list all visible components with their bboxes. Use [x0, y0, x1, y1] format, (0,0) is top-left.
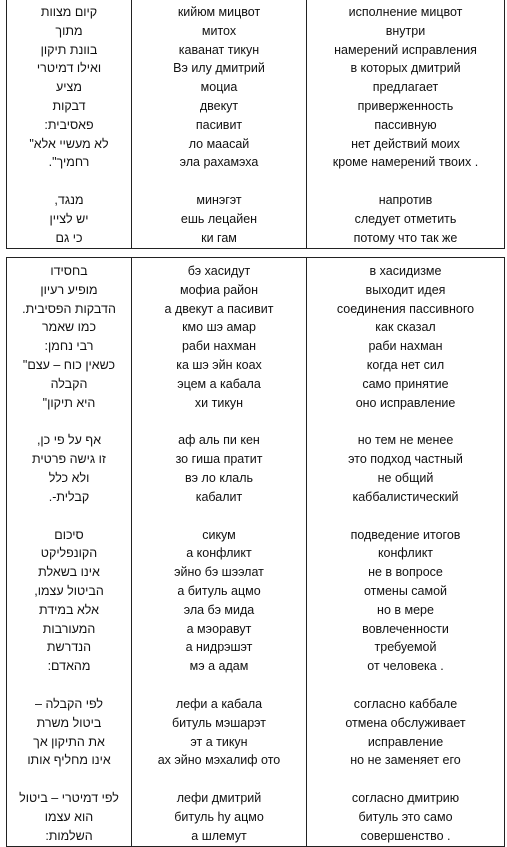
transliteration-line: Вэ илу дмитрий — [173, 61, 265, 76]
group-spacer — [132, 770, 306, 789]
russian-line: но тем не менее — [357, 433, 454, 448]
transliteration-line: минэгэт — [196, 193, 242, 208]
transliteration-line: эла бэ мида — [183, 602, 255, 617]
hebrew-line: היא תיקון" — [42, 395, 96, 410]
russian-line: потому что так же — [353, 230, 458, 245]
russian-line: раби нахман — [368, 339, 443, 354]
group-spacer — [307, 507, 504, 526]
hebrew-line: הנדרשת — [46, 640, 92, 655]
russian-line: пассивную — [374, 117, 437, 132]
russian-line: кроме намерений твоих . — [332, 155, 479, 170]
transliteration-line: а мэоравут — [186, 621, 252, 636]
transliteration-line: а конфликт — [186, 546, 252, 561]
hebrew-line: את התיקון אך — [33, 734, 105, 749]
hebrew-line: אלא במידת — [38, 602, 100, 617]
transliteration-line: эла рахамэха — [179, 155, 259, 170]
transliteration-column — [132, 0, 307, 248]
transliteration-line: бэ хасидут — [187, 264, 251, 278]
hebrew-line: השלמות: — [45, 828, 93, 843]
russian-line: битуль это само — [358, 809, 453, 824]
transliteration-line: раби нахман — [181, 339, 257, 354]
russian-line: отмены самой — [363, 583, 448, 598]
group-spacer — [7, 770, 131, 789]
russian-line: когда нет сил — [366, 357, 445, 372]
hebrew-line: לא מעשיי אלא" — [29, 136, 109, 151]
russian-line: но в мере — [377, 602, 434, 617]
russian-line: согласно дмитрию — [351, 791, 460, 806]
russian-line: совершенство . — [360, 828, 451, 843]
transliteration-line: кийюм мицвот — [177, 5, 261, 19]
hebrew-line: הוא עצמו — [44, 809, 94, 824]
transliteration-line: зо гиша пратит — [175, 452, 263, 467]
transliteration-line: сикум — [202, 527, 236, 542]
table-row — [7, 0, 505, 248]
group-spacer — [7, 507, 131, 526]
russian-line: отмена обслуживает — [345, 715, 466, 730]
hebrew-line: ביטול משרת — [36, 715, 102, 730]
translation-table-2 — [6, 257, 505, 847]
hebrew-line: רחמיך". — [48, 155, 90, 170]
group-spacer — [132, 412, 306, 431]
russian-line: внутри — [385, 23, 426, 38]
transliteration-line: двекут — [199, 98, 239, 113]
transliteration-line: моциа — [200, 80, 238, 95]
russian-line: каббалистический — [352, 489, 459, 504]
hebrew-line: קיום מצוות — [40, 5, 98, 19]
group-spacer — [7, 172, 131, 191]
hebrew-line: לפי דמיטרי – ביטול — [19, 791, 119, 806]
hebrew-line: מציע — [56, 80, 82, 95]
transliteration-line: кабалит — [195, 489, 243, 504]
hebrew-line: מתוך — [55, 23, 83, 38]
transliteration-line: а битуль ацмо — [177, 583, 261, 598]
russian-line: приверженность — [357, 98, 454, 113]
hebrew-line: זו גישה פרטית — [32, 452, 106, 467]
russian-line: исполнение мицвот — [348, 5, 463, 19]
hebrew-line: הדבקות הפסיבית. — [22, 301, 116, 316]
transliteration-line: эйно бэ шээлат — [174, 565, 264, 580]
transliteration-line: кмо шэ амар — [182, 320, 256, 335]
translation-table-1 — [6, 0, 505, 249]
transliteration-line: каванат тикун — [178, 42, 260, 57]
hebrew-line: סיכום — [54, 527, 84, 542]
group-spacer — [132, 172, 306, 191]
table-row — [7, 258, 505, 847]
transliteration-line: ло маасай — [188, 136, 250, 151]
transliteration-line: а нидрэшэт — [185, 640, 253, 655]
russian-line: как сказал — [375, 320, 436, 335]
russian-line: выходит идея — [365, 282, 446, 297]
hebrew-line: אף על פי כן, — [36, 433, 102, 448]
russian-line: вовлеченности — [362, 621, 449, 636]
transliteration-line: пасивит — [195, 117, 243, 132]
hebrew-line: מהאדם: — [47, 659, 91, 674]
hebrew-line: המעורבות — [42, 621, 96, 636]
group-spacer — [307, 770, 504, 789]
russian-line: предлагает — [372, 80, 439, 95]
transliteration-line: а шлемут — [191, 828, 247, 843]
hebrew-line: אינו מחליף אותו — [27, 753, 111, 768]
hebrew-line: הקונפליקט — [40, 546, 98, 561]
group-spacer — [307, 172, 504, 191]
russian-line: не общий — [377, 470, 434, 485]
russian-line: напротив — [378, 193, 433, 208]
russian-line: само принятие — [362, 376, 449, 391]
hebrew-line: דבקות — [52, 98, 86, 113]
hebrew-line: הביטול עצמו, — [34, 583, 104, 598]
transliteration-line: битуль hу ацмо — [174, 809, 264, 824]
russian-line: но не заменяет его — [350, 753, 461, 768]
russian-line: намерений исправления — [334, 42, 477, 57]
group-spacer — [7, 676, 131, 695]
russian-line: следует отметить — [354, 211, 457, 226]
russian-line: конфликт — [377, 546, 434, 561]
transliteration-line: мэ а адам — [189, 659, 249, 674]
hebrew-line: אינו בשאלת — [38, 565, 100, 580]
russian-column — [307, 258, 505, 847]
russian-line: это подход частный — [348, 452, 463, 467]
russian-line: соединения пассивного — [336, 301, 475, 316]
group-spacer — [307, 412, 504, 431]
hebrew-line: כשאין כוח – עצם" — [22, 357, 116, 372]
hebrew-line: בוונת תיקון — [40, 42, 98, 57]
russian-line: требуемой — [374, 640, 437, 655]
russian-line: исправление — [367, 734, 444, 749]
hebrew-line: רבי נחמן: — [44, 339, 94, 354]
hebrew-line: ולא כלל — [48, 470, 90, 485]
russian-line: в которых дмитрий — [350, 61, 461, 76]
transliteration-line: битуль мэшарэт — [172, 715, 266, 730]
group-spacer — [132, 676, 306, 695]
hebrew-column — [7, 258, 132, 847]
russian-line: оно исправление — [355, 395, 456, 410]
russian-line: не в вопросе — [368, 565, 443, 580]
hebrew-line: בחסידו — [50, 264, 88, 278]
transliteration-line: митох — [201, 23, 237, 38]
transliteration-line: а двекут а пасивит — [164, 301, 274, 316]
group-spacer — [7, 412, 131, 431]
transliteration-line: ах эйно мэхалиф ото — [157, 753, 281, 768]
transliteration-line: ка шэ эйн коах — [176, 357, 262, 372]
transliteration-line: вэ ло клаль — [184, 470, 253, 485]
hebrew-line: פאסיבית: — [44, 117, 94, 132]
hebrew-line: הקבלה — [50, 376, 88, 391]
group-spacer — [307, 676, 504, 695]
hebrew-line: יש לציין — [49, 211, 89, 226]
transliteration-line: эт а тикун — [190, 734, 248, 749]
hebrew-line: מנגד, — [54, 193, 84, 208]
hebrew-line: מופיע רעיון — [40, 282, 98, 297]
hebrew-line: לפי הקבלה – — [35, 696, 103, 711]
hebrew-line: כי גם — [55, 230, 83, 245]
transliteration-column — [132, 258, 307, 847]
hebrew-line: כמו שאמר — [41, 320, 97, 335]
russian-line: в хасидизме — [369, 264, 442, 278]
russian-line: согласно каббале — [353, 696, 458, 711]
hebrew-line: קבלית-. — [48, 489, 90, 504]
transliteration-line: аф аль пи кен — [178, 433, 260, 448]
transliteration-line: лефи дмитрий — [176, 791, 262, 806]
transliteration-line: лефи а кабала — [175, 696, 263, 711]
russian-line: от человека . — [367, 659, 444, 674]
group-spacer — [132, 507, 306, 526]
transliteration-line: эцем а кабала — [177, 376, 261, 391]
transliteration-line: хи тикун — [194, 395, 244, 410]
hebrew-column — [7, 0, 132, 248]
hebrew-line: ואילו דמיטרי — [36, 61, 102, 76]
transliteration-line: ешь лецайен — [180, 211, 258, 226]
russian-column — [307, 0, 505, 248]
transliteration-line: ки гам — [201, 230, 237, 245]
russian-line: подведение итогов — [350, 527, 461, 542]
transliteration-line: мофиа район — [180, 282, 258, 297]
russian-line: нет действий моих — [351, 136, 460, 151]
